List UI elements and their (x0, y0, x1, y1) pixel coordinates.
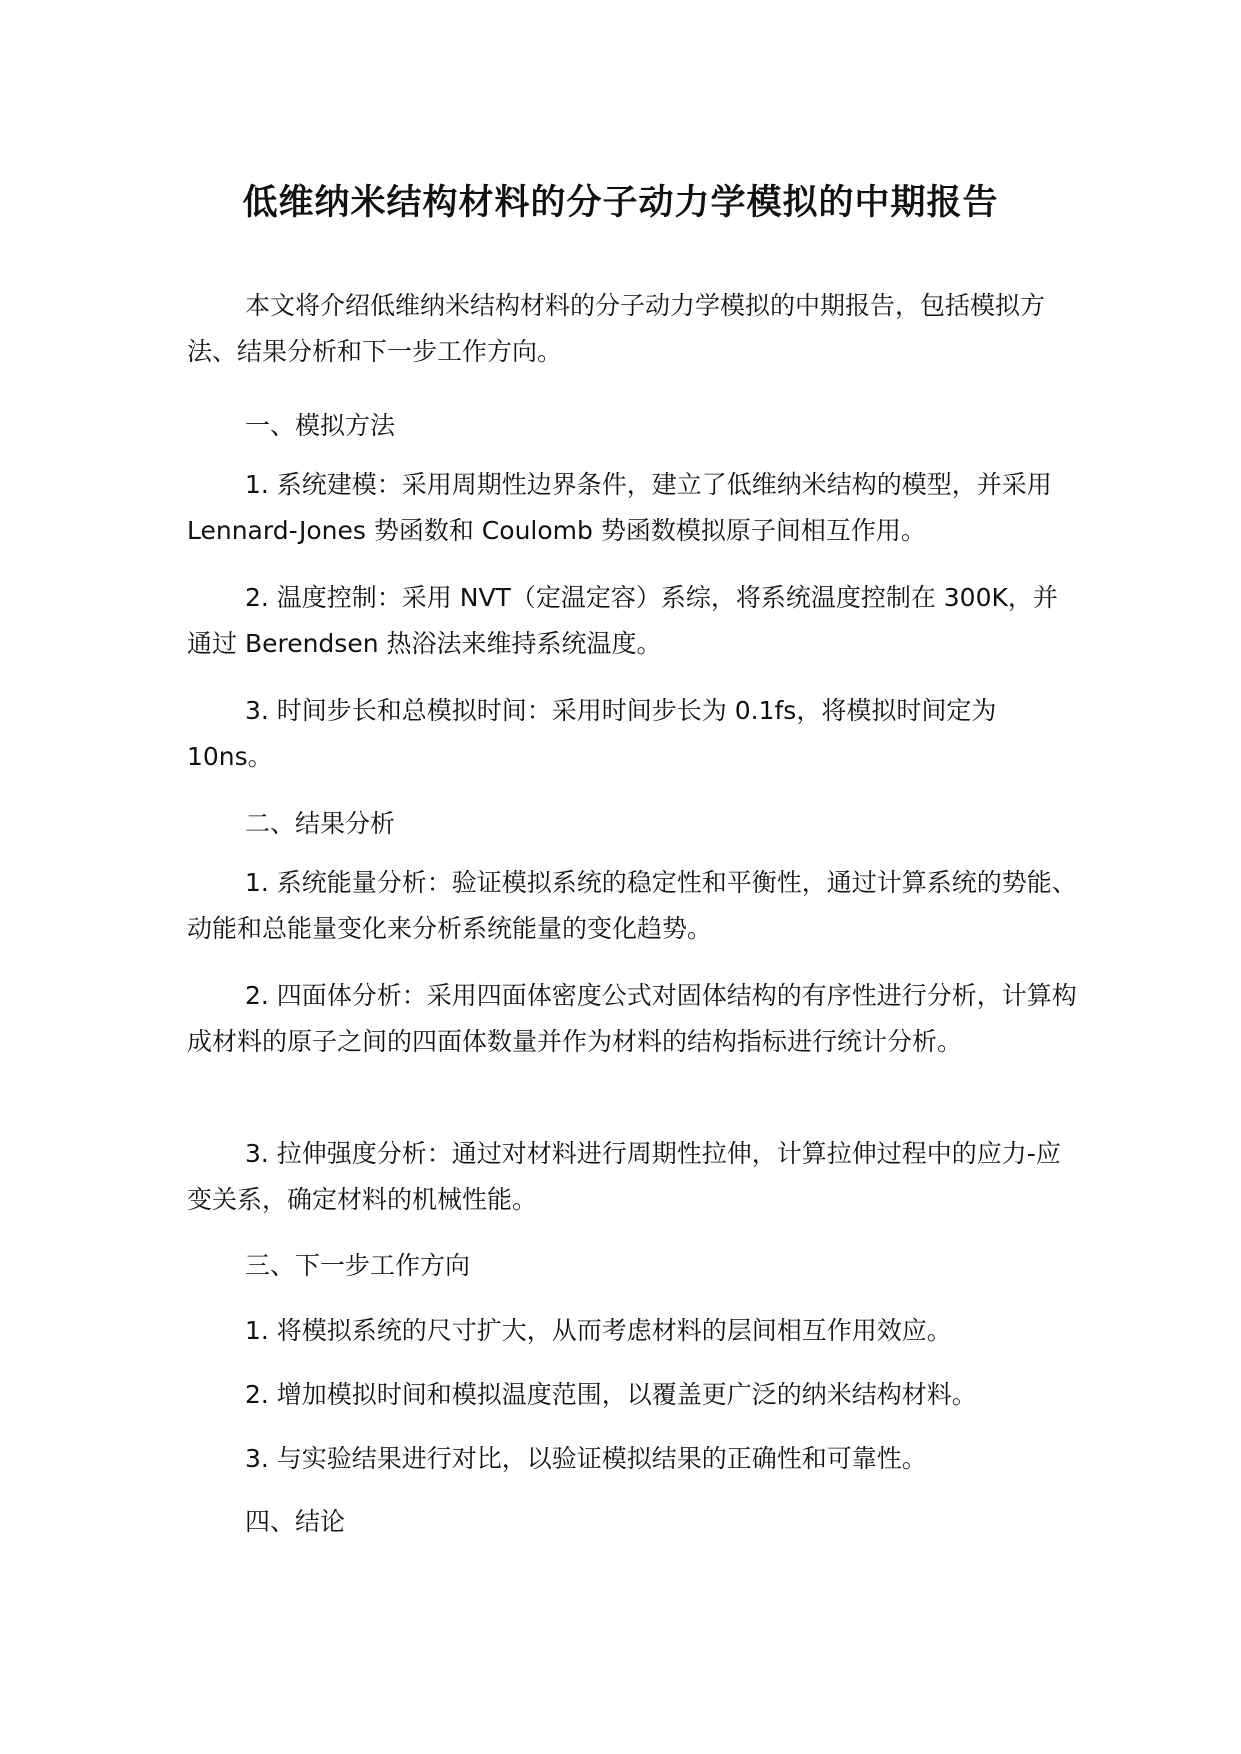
section-heading-next-steps: 三、下一步工作方向 (245, 1251, 471, 1280)
methods-item-3: 3. 时间步长和总模拟时间：采用时间步长为 0.1fs，将模拟时间定为 10ns。 (187, 696, 997, 771)
next-steps-item-2: 2. 增加模拟时间和模拟温度范围，以覆盖更广泛的纳米结构材料。 (245, 1380, 977, 1409)
results-item-2: 2. 四面体分析：采用四面体密度公式对固体结构的有序性进行分析，计算构成材料的原子之间的四面体数量并作为材料的结构指标进行统计分析。 (187, 981, 1077, 1056)
methods-item-2: 2. 温度控制：采用 NVT（定温定容）系综，将系统温度控制在 300K，并通过 Berendsen 热浴法来维持系统温度。 (187, 583, 1058, 658)
intro-paragraph: 本文将介绍低维纳米结构材料的分子动力学模拟的中期报告，包括模拟方法、结果分析和下一步工作方向。 (187, 291, 1046, 366)
results-item-3: 3. 拉伸强度分析：通过对材料进行周期性拉伸，计算拉伸过程中的应力-应变关系，确定材料的机械性能。 (187, 1139, 1061, 1214)
next-steps-item-3: 3. 与实验结果进行对比，以验证模拟结果的正确性和可靠性。 (245, 1444, 927, 1473)
section-heading-methods: 一、模拟方法 (245, 411, 396, 440)
section-heading-results: 二、结果分析 (245, 809, 396, 838)
results-item-1: 1. 系统能量分析：验证模拟系统的稳定性和平衡性，通过计算系统的势能、动能和总能量变化来分析系统能量的变化趋势。 (187, 868, 1077, 943)
section-heading-conclusion: 四、结论 (245, 1507, 346, 1536)
methods-item-1: 1. 系统建模：采用周期性边界条件，建立了低维纳米结构的模型，并采用 Lennard-Jones 势函数和 Coulomb 势函数模拟原子间相互作用。 (187, 470, 1052, 545)
next-steps-item-1: 1. 将模拟系统的尺寸扩大，从而考虑材料的层间相互作用效应。 (245, 1316, 952, 1345)
document-title: 低维纳米结构材料的分子动力学模拟的中期报告 (242, 183, 999, 223)
